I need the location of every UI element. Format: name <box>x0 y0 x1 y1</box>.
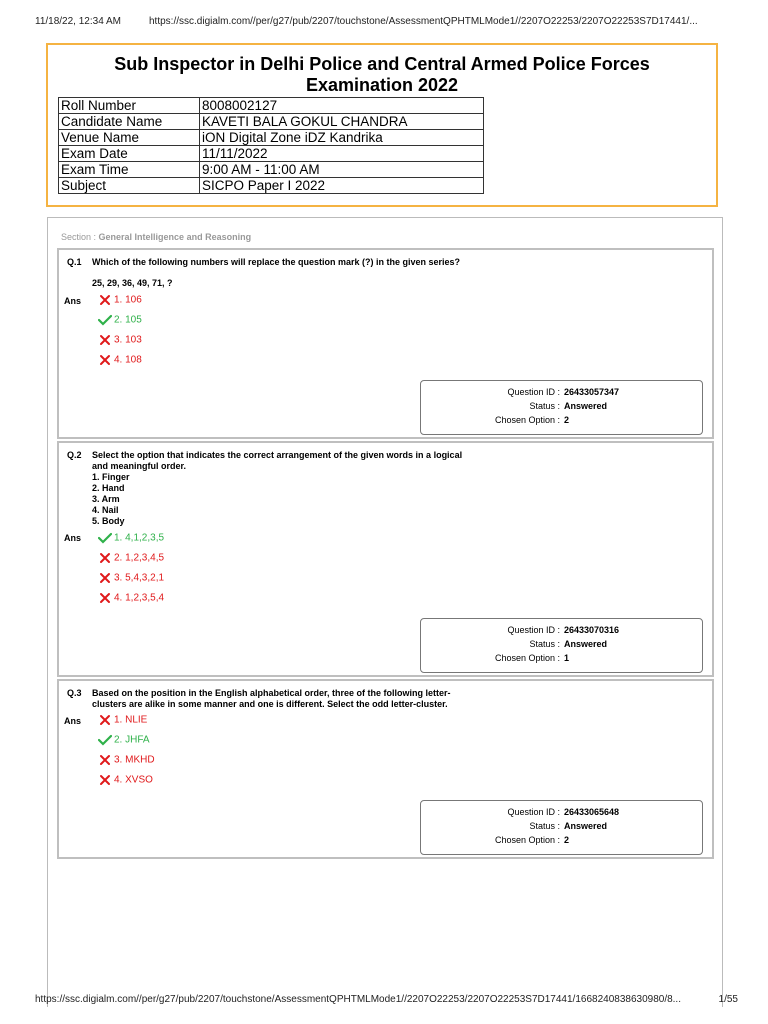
option-text: 3. 5,4,3,2,1 <box>114 572 165 584</box>
option-1 <box>98 714 147 728</box>
exam-title-line1: Sub Inspector in Delhi Police and Central Armed Police Forces <box>114 54 650 74</box>
option-text: 1. NLIE <box>114 714 148 726</box>
question-id-row <box>421 806 702 818</box>
checkmark-icon <box>98 532 112 544</box>
cross-icon <box>98 572 112 584</box>
info-row-subject <box>59 178 484 194</box>
question-number: Q.1 <box>67 257 82 267</box>
info-label: Venue Name <box>59 130 200 146</box>
exam-header-box <box>46 43 718 207</box>
question-id-label: Question ID : <box>507 625 560 635</box>
option-text: 3. 103 <box>114 334 142 346</box>
option-text: 4. 1,2,3,5,4 <box>114 592 165 604</box>
question-info-box <box>420 800 703 855</box>
info-row-roll-number <box>59 98 484 114</box>
chosen-option-value: 2 <box>564 415 570 425</box>
chosen-option-row <box>421 834 702 846</box>
question-id-row <box>421 624 702 636</box>
option-text: 1. 4,1,2,3,5 <box>114 532 165 544</box>
page-number: 1/55 <box>718 994 738 1005</box>
print-url: https://ssc.digialm.com//per/g27/pub/2207/touchstone/AssessmentQPHTMLMode1//2207O22253/2207O22253S7D17441/... <box>149 16 698 27</box>
status-label: Status : <box>529 401 560 411</box>
ans-label: Ans <box>64 296 82 306</box>
option-text: 4. XVSO <box>114 774 153 786</box>
question-text-line: 25, 29, 36, 49, 71, ? <box>92 278 173 288</box>
chosen-option-row <box>421 652 702 664</box>
chosen-option-label: Chosen Option : <box>494 653 560 663</box>
question-card-3 <box>57 679 714 859</box>
option-text: 4. 108 <box>114 354 142 366</box>
question-info-box <box>420 618 703 673</box>
question-id-row <box>421 386 702 398</box>
status-label: Status : <box>529 639 560 649</box>
info-row-exam-date <box>59 146 484 162</box>
option-1 <box>98 294 142 308</box>
cross-icon <box>98 592 112 604</box>
exam-title-line2: Examination 2022 <box>305 75 459 95</box>
info-value: SICPO Paper I 2022 <box>200 178 484 194</box>
info-value: KAVETI BALA GOKUL CHANDRA <box>200 114 484 130</box>
status-row <box>421 820 702 832</box>
info-value: iON Digital Zone iDZ Kandrika <box>200 130 484 146</box>
status-row <box>421 400 702 412</box>
question-text-line: and meaningful order. <box>92 461 187 471</box>
option-text: 2. JHFA <box>114 734 150 746</box>
status-label: Status : <box>529 821 560 831</box>
question-text-line: clusters are alike in some manner and one is different. Select the odd letter-cluster. <box>92 699 448 709</box>
print-header <box>35 16 738 30</box>
status-value: Answered <box>564 639 608 649</box>
chosen-option-value: 2 <box>564 835 570 845</box>
option-2 <box>98 314 142 328</box>
option-2 <box>98 552 164 566</box>
question-text-line: 4. Nail <box>92 505 119 515</box>
question-text-line: 5. Body <box>92 516 125 526</box>
section-prefix: Section : <box>61 232 99 242</box>
question-text-line: Based on the position in the English alphabetical order, three of the following letter- <box>92 688 451 698</box>
info-label: Exam Time <box>59 162 200 178</box>
info-row-candidate-name <box>59 114 484 130</box>
question-text <box>92 450 462 527</box>
option-2 <box>98 734 150 748</box>
status-value: Answered <box>564 401 608 411</box>
info-value: 8008002127 <box>200 98 484 114</box>
question-id-value: 26433070316 <box>564 625 620 635</box>
ans-label: Ans <box>64 716 82 726</box>
cross-icon <box>98 714 112 726</box>
question-text-line: 3. Arm <box>92 494 120 504</box>
ans-label: Ans <box>64 533 82 543</box>
question-text <box>92 688 451 710</box>
option-text: 2. 1,2,3,4,5 <box>114 552 165 564</box>
question-id-label: Question ID : <box>507 807 560 817</box>
section-name: General Intelligence and Reasoning <box>98 232 252 242</box>
option-4 <box>98 354 142 368</box>
exam-title <box>48 54 716 96</box>
question-card-1 <box>57 248 714 439</box>
cross-icon <box>98 754 112 766</box>
question-text-line: Select the option that indicates the correct arrangement of the given words in a logical <box>92 450 463 460</box>
option-text: 1. 106 <box>114 294 142 306</box>
chosen-option-row <box>421 414 702 426</box>
question-number: Q.2 <box>67 450 82 460</box>
question-id-value: 26433065648 <box>564 807 620 817</box>
question-text-line: 1. Finger <box>92 472 130 482</box>
chosen-option-value: 1 <box>564 653 570 663</box>
question-text-line: 2. Hand <box>92 483 125 493</box>
chosen-option-label: Chosen Option : <box>494 835 560 845</box>
option-4 <box>98 774 153 788</box>
option-3 <box>98 572 164 586</box>
chosen-option-label: Chosen Option : <box>494 415 560 425</box>
option-text: 2. 105 <box>114 314 142 326</box>
info-label: Candidate Name <box>59 114 200 130</box>
footer-url: https://ssc.digialm.com//per/g27/pub/2207/touchstone/AssessmentQPHTMLMode1//2207O22253/2207O22253S7D17441/1668240838630980/8... <box>35 994 681 1005</box>
option-3 <box>98 334 142 348</box>
question-id-label: Question ID : <box>507 387 560 397</box>
question-text-line: Which of the following numbers will replace the question mark (?) in the given series? <box>92 257 461 267</box>
cross-icon <box>98 354 112 366</box>
option-1 <box>98 532 164 546</box>
print-footer <box>35 994 738 1008</box>
question-card-2 <box>57 441 714 677</box>
checkmark-icon <box>98 734 112 746</box>
status-row <box>421 638 702 650</box>
question-id-value: 26433057347 <box>564 387 620 397</box>
info-row-venue-name <box>59 130 484 146</box>
question-text-line <box>92 268 460 278</box>
checkmark-icon <box>98 314 112 326</box>
info-label: Exam Date <box>59 146 200 162</box>
section-label <box>61 232 251 242</box>
option-text: 3. MKHD <box>114 754 155 766</box>
question-text <box>92 257 460 289</box>
status-value: Answered <box>564 821 608 831</box>
cross-icon <box>98 294 112 306</box>
cross-icon <box>98 552 112 564</box>
print-datetime: 11/18/22, 12:34 AM <box>35 16 121 27</box>
info-value: 11/11/2022 <box>200 146 484 162</box>
candidate-info-table <box>58 97 484 194</box>
question-info-box <box>420 380 703 435</box>
info-label: Roll Number <box>59 98 200 114</box>
option-4 <box>98 592 164 606</box>
cross-icon <box>98 334 112 346</box>
cross-icon <box>98 774 112 786</box>
question-number: Q.3 <box>67 688 82 698</box>
info-value: 9:00 AM - 11:00 AM <box>200 162 484 178</box>
info-label: Subject <box>59 178 200 194</box>
info-row-exam-time <box>59 162 484 178</box>
option-3 <box>98 754 155 768</box>
